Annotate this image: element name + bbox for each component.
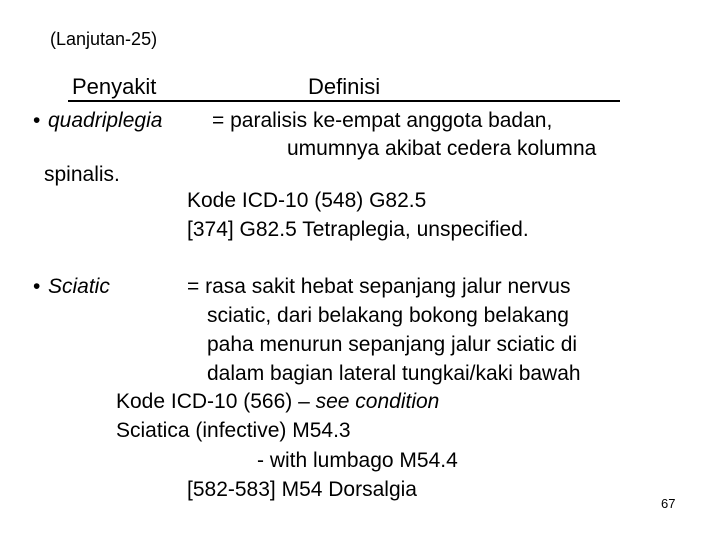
entry-code-line: Kode ICD-10 (548) G82.5 bbox=[187, 189, 427, 212]
continuation-label: (Lanjutan-25) bbox=[50, 29, 158, 49]
entry-definition-line: paha menurun sepanjang jalur sciatic di bbox=[207, 333, 578, 356]
entry-definition-line: = paralisis ke-empat anggota badan, bbox=[212, 109, 553, 132]
entry-bullet: • bbox=[33, 109, 41, 132]
entry-definition-line: = rasa sakit hebat sepanjang jalur nervus bbox=[187, 275, 571, 298]
entry-code-line: [582-583] M54 Dorsalgia bbox=[187, 478, 417, 501]
page-number: 67 bbox=[661, 496, 676, 511]
entry-definition-line: dalam bagian lateral tungkai/kaki bawah bbox=[207, 362, 581, 385]
code-prefix: Kode ICD-10 (566) – bbox=[116, 390, 316, 413]
entry-definition-line: sciatic, dari belakang bokong belakang bbox=[207, 304, 569, 327]
see-condition-note: see condition bbox=[315, 390, 440, 413]
entry-code-line: [374] G82.5 Tetraplegia, unspecified. bbox=[187, 218, 529, 241]
header-underline bbox=[68, 100, 620, 102]
entry-code-line: Sciatica (infective) M54.3 bbox=[116, 419, 351, 442]
column-header-penyakit: Penyakit bbox=[72, 74, 157, 99]
entry-definition-line: spinalis. bbox=[44, 163, 120, 186]
entry-term: quadriplegia bbox=[48, 109, 163, 132]
entry-code-line bbox=[116, 391, 439, 412]
entry-code-line: - with lumbago M54.4 bbox=[257, 449, 458, 472]
entry-bullet: • bbox=[33, 275, 41, 298]
entry-term: Sciatic bbox=[48, 275, 110, 298]
column-header-definisi: Definisi bbox=[308, 74, 381, 99]
entry-definition-line: umumnya akibat cedera kolumna bbox=[287, 137, 597, 160]
